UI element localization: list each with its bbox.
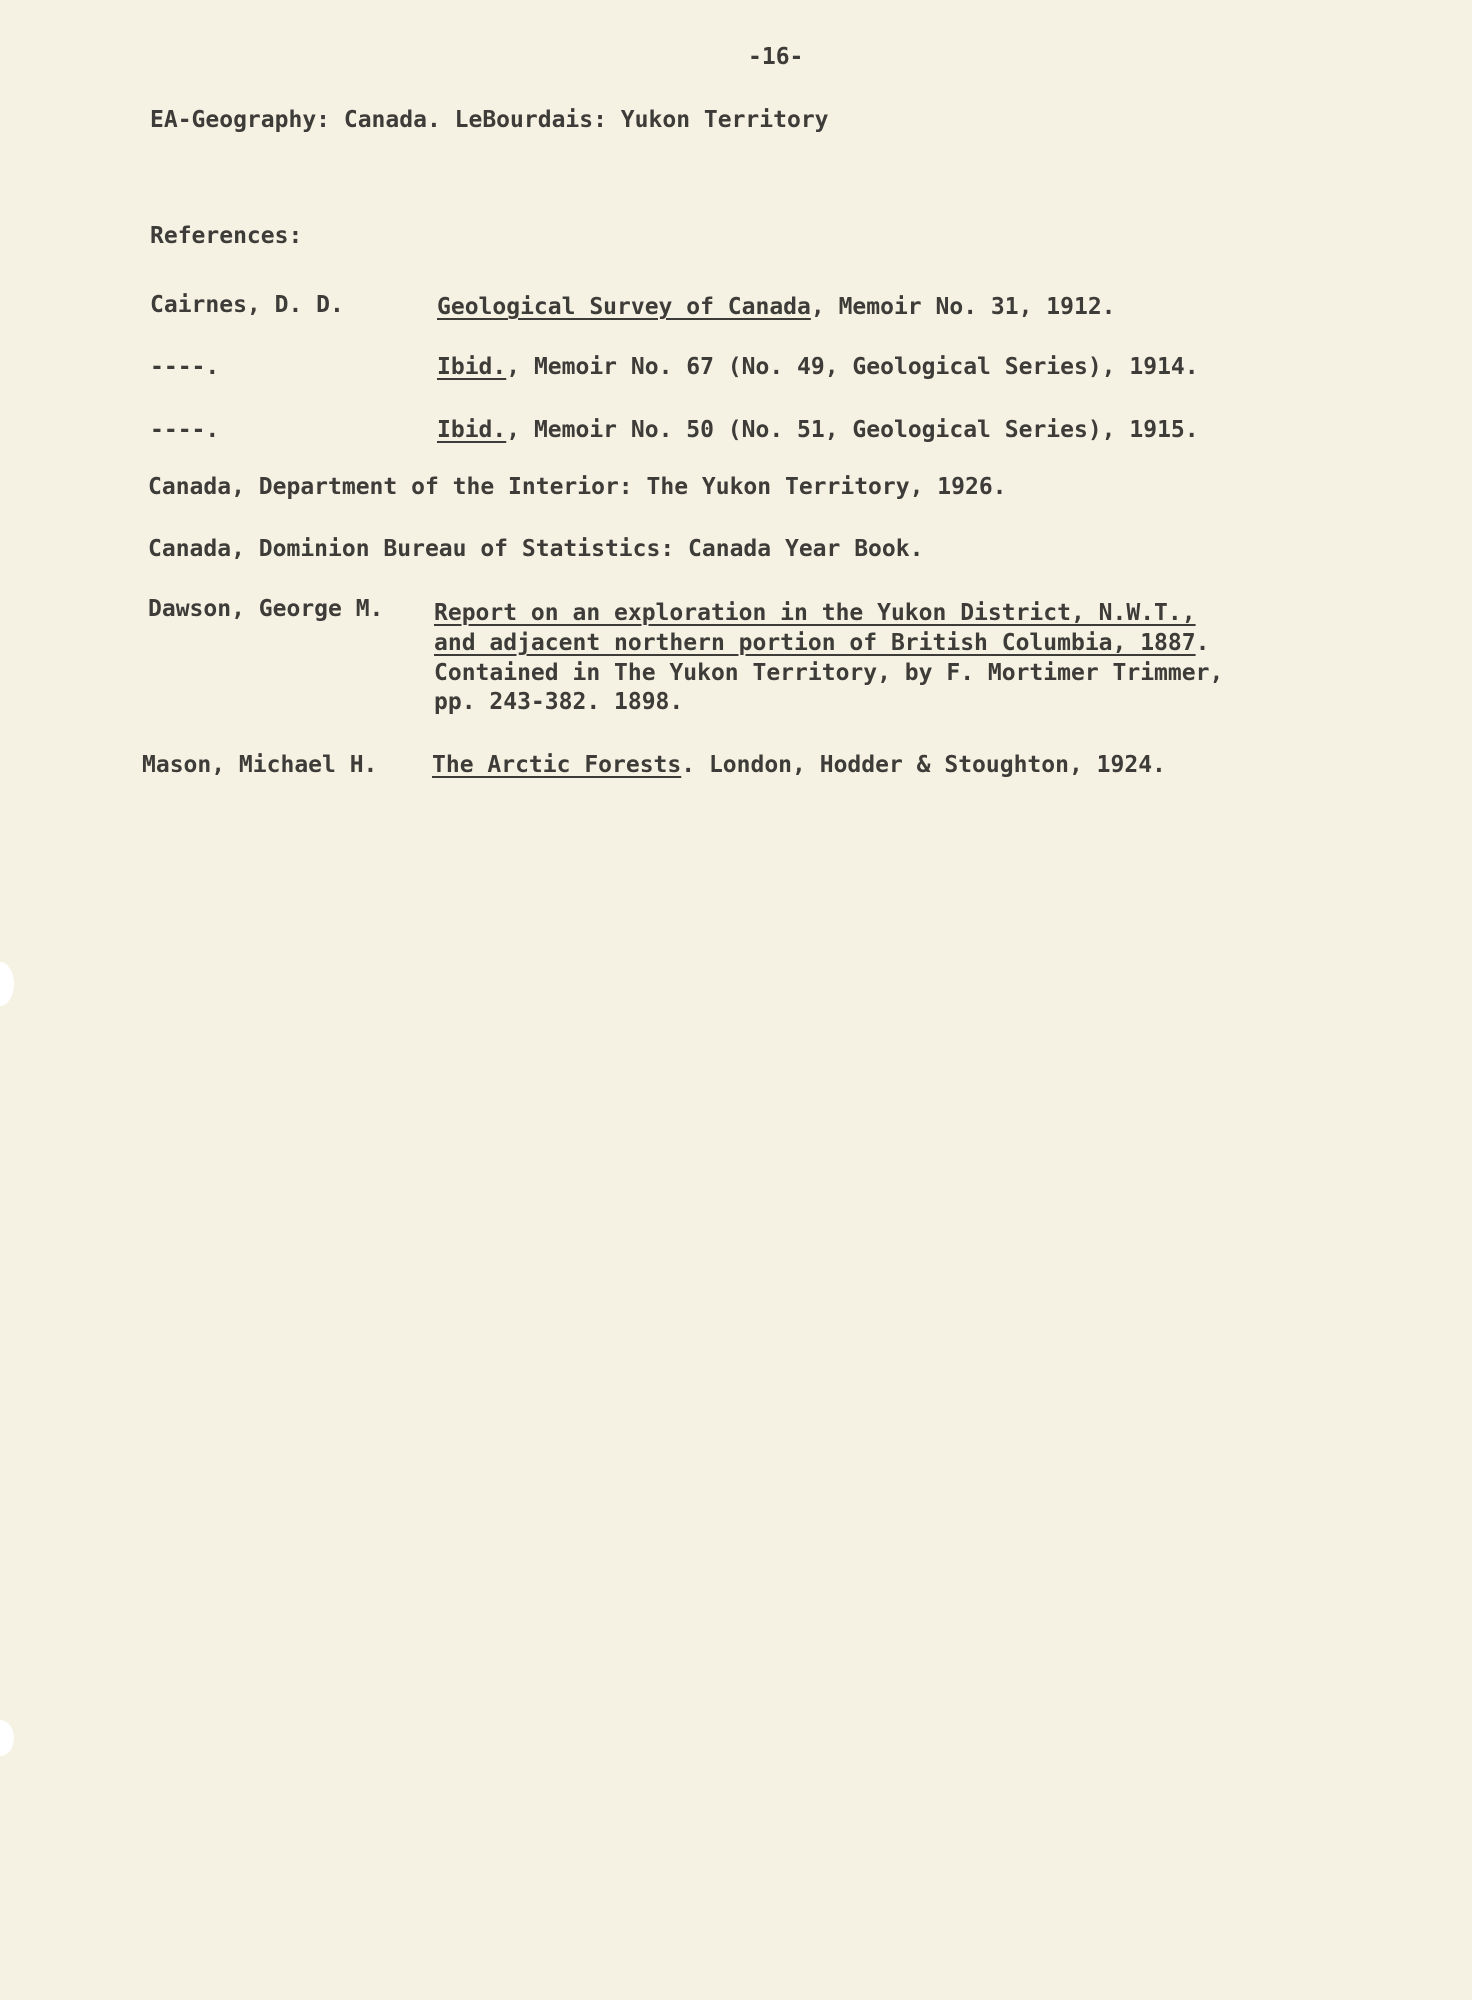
punch-hole	[0, 962, 14, 1006]
reference-author: ----.	[150, 417, 220, 443]
section-title: References:	[150, 223, 303, 249]
reference-title: The Arctic Forests	[432, 752, 682, 778]
reference-punctuation: .	[1195, 630, 1210, 656]
reference-author: Cairnes, D. D.	[150, 292, 344, 318]
reference-note: pp. 243-382. 1898.	[434, 689, 684, 715]
punch-hole	[0, 1720, 14, 1756]
reference-title: Ibid.	[437, 417, 507, 443]
reference-title-line	[434, 626, 1209, 660]
reference-entry	[437, 350, 1199, 384]
reference-details: , Memoir No. 50 (No. 51, Geological Series), 1915.	[506, 417, 1199, 443]
reference-entry: Canada, Dominion Bureau of Statistics: Canada Year Book.	[148, 536, 924, 562]
reference-title: Report on an exploration in the Yukon District, N.W.T.,	[434, 600, 1196, 626]
reference-note: Contained in The Yukon Territory, by F. Mortimer Trimmer,	[434, 660, 1224, 686]
reference-title-line	[434, 596, 1196, 630]
reference-details: , Memoir No. 67 (No. 49, Geological Series), 1914.	[506, 354, 1199, 380]
reference-details: , Memoir No. 31, 1912.	[810, 294, 1116, 320]
reference-title: and adjacent northern portion of British Columbia, 1887	[434, 630, 1196, 656]
reference-entry: Canada, Department of the Interior: The Yukon Territory, 1926.	[148, 474, 1007, 500]
reference-author: Mason, Michael H.	[142, 752, 378, 778]
reference-title: Ibid.	[437, 354, 507, 380]
reference-entry	[437, 413, 1199, 447]
reference-details: . London, Hodder & Stoughton, 1924.	[681, 752, 1166, 778]
reference-title: Geological Survey of Canada	[437, 294, 811, 320]
page-header: EA-Geography: Canada. LeBourdais: Yukon Territory	[150, 107, 829, 133]
reference-author: ----.	[150, 354, 220, 380]
reference-entry	[432, 748, 1166, 782]
page-number: -16-	[748, 44, 804, 70]
reference-author: Dawson, George M.	[148, 596, 384, 622]
reference-entry	[437, 290, 1116, 324]
